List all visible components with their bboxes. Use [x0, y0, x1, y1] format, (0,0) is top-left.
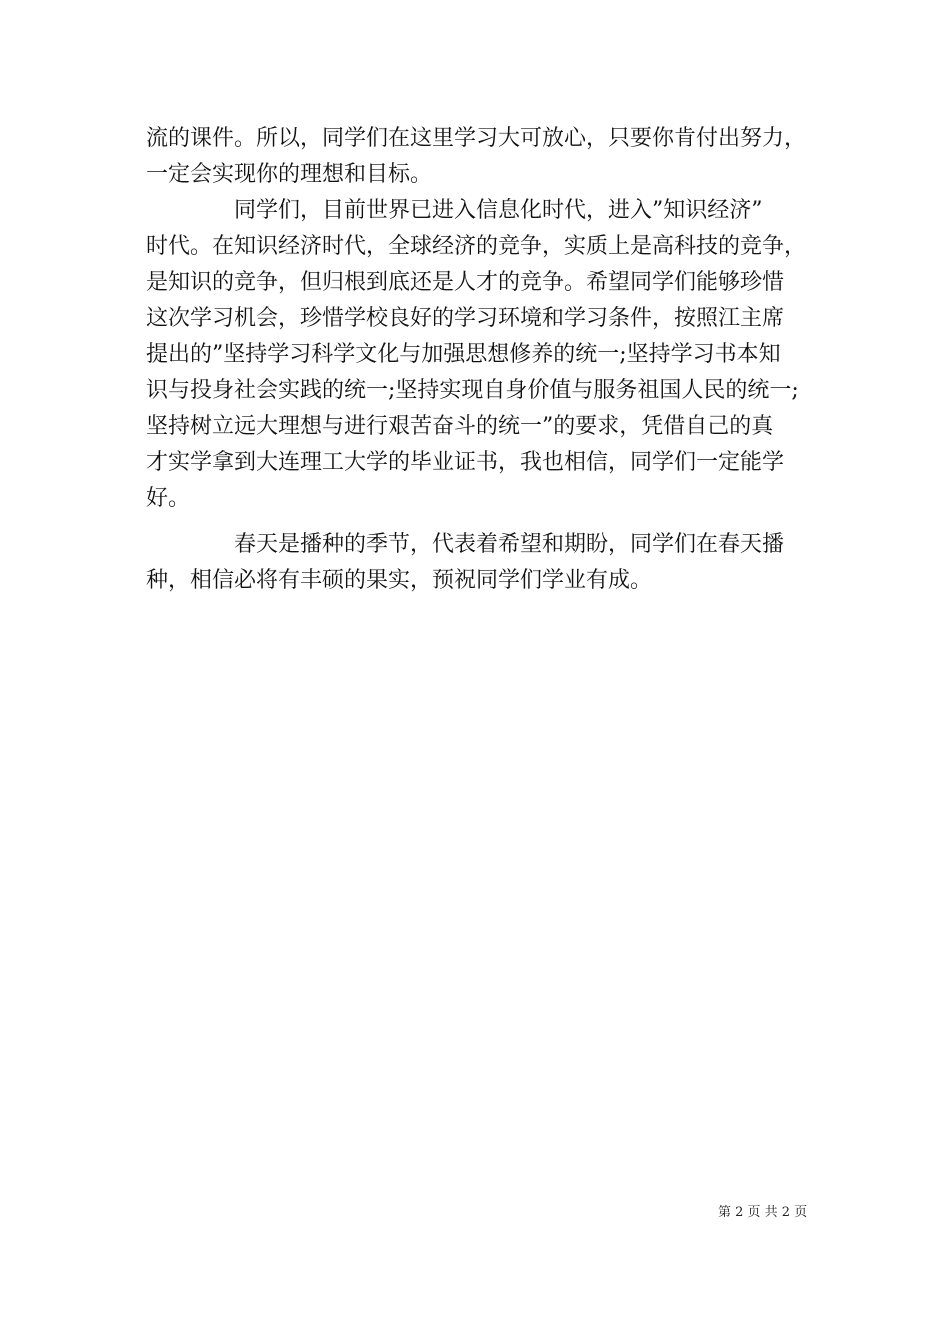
text-line: 同学们，目前世界已进入信息化时代，进入”知识经济”	[146, 198, 763, 223]
text-line: 这次学习机会，珍惜学校良好的学习环境和学习条件，按照江主席	[146, 306, 785, 331]
text-line: 春天是播种的季节，代表着希望和期盼，同学们在春天播	[146, 532, 785, 557]
text-line: 一定会实现你的理想和目标。	[146, 162, 433, 187]
text-line: 种，相信必将有丰硕的果实，预祝同学们学业有成。	[146, 568, 653, 593]
text-line: 提出的”坚持学习科学文化与加强思想修养的统一;坚持学习书本知	[146, 342, 781, 367]
text-line: 流的课件。所以，同学们在这里学习大可放心，只要你肯付出努力，	[146, 126, 807, 151]
text-line: 时代。在知识经济时代，全球经济的竞争，实质上是高科技的竞争，	[146, 234, 807, 259]
text-line: 是知识的竞争，但归根到底还是人才的竞争。希望同学们能够珍惜	[146, 270, 785, 295]
text-line: 坚持树立远大理想与进行艰苦奋斗的统一”的要求，凭借自己的真	[146, 414, 774, 439]
text-line: 才实学拿到大连理工大学的毕业证书，我也相信，同学们一定能学	[146, 450, 785, 475]
text-line: 好。	[146, 486, 191, 511]
text-line: 识与投身社会实践的统一;坚持实现自身价值与服务祖国人民的统一;	[146, 378, 799, 403]
page-footer: 第 2 页 共 2 页	[718, 1205, 808, 1220]
